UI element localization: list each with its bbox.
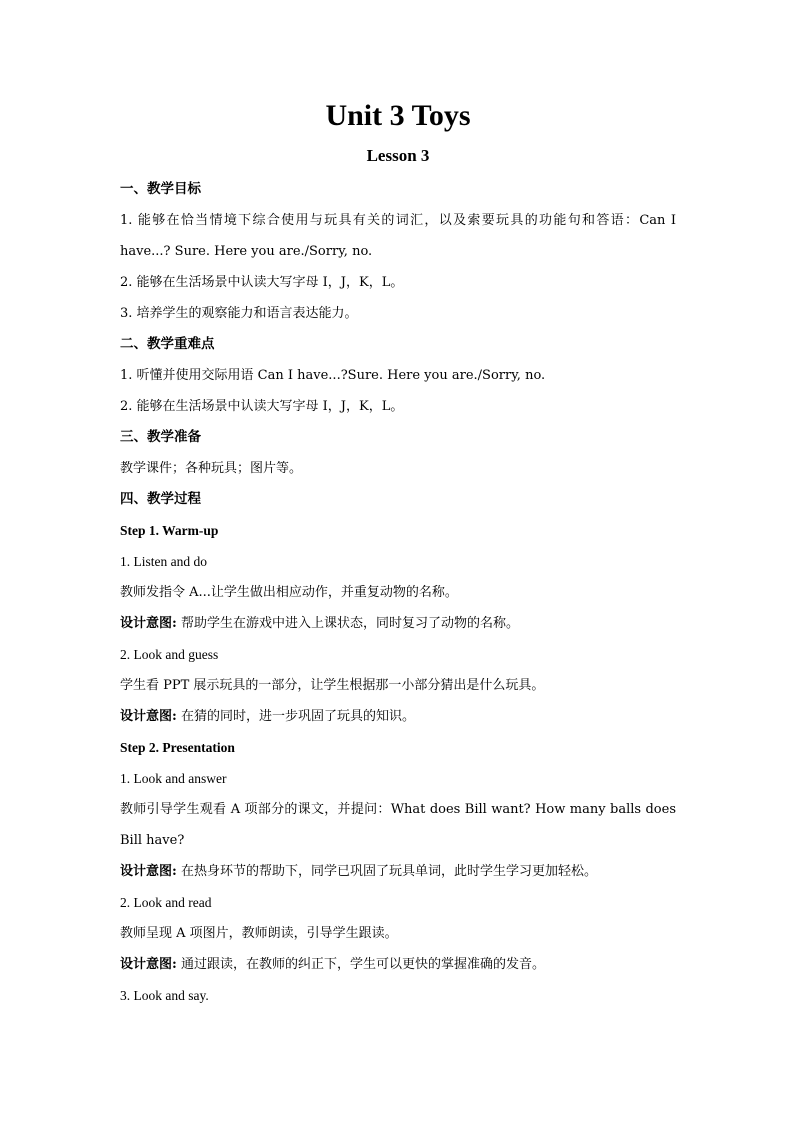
section-heading-process: 四、教学过程: [120, 491, 201, 507]
step2-activity-3-title: 3. Look and say.: [120, 988, 209, 1003]
step1-activity-2-title: 2. Look and guess: [120, 647, 219, 662]
design-intent-label: 设计意图:: [120, 957, 177, 972]
objective-item-2: 2. 能够在生活场景中认读大写字母 I，J，K，L。: [120, 275, 404, 290]
step1-activity-2-intent: [120, 701, 676, 732]
step1-activity-2-text: 学生看 PPT 展示玩具的一部分，让学生根据那一小部分猜出是什么玩具。: [120, 678, 545, 693]
objective-item-1: 1. 能够在恰当情境下综合使用与玩具有关的词汇，以及索要玩具的功能句和答语：Can I have...? Sure. Here you are./Sorry, no.: [120, 213, 676, 259]
section-heading-preparation: 三、教学准备: [120, 429, 201, 445]
document-title: Unit 3 Toys: [325, 99, 471, 132]
design-intent-label: 设计意图:: [120, 709, 177, 724]
step1-title: Step 1. Warm-up: [120, 523, 219, 538]
step2-activity-1-title: 1. Look and answer: [120, 771, 227, 786]
section-heading-key-points: 二、教学重难点: [120, 336, 215, 352]
design-intent-text: 在猜的同时，进一步巩固了玩具的知识。: [176, 709, 415, 724]
key-point-item-1: 1. 听懂并使用交际用语 Can I have...?Sure. Here you are./Sorry, no.: [120, 368, 546, 383]
design-intent-label: 设计意图:: [120, 616, 177, 631]
step2-activity-2-intent: [120, 949, 676, 980]
objective-item-3: 3. 培养学生的观察能力和语言表达能力。: [120, 306, 358, 321]
document-subtitle: Lesson 3: [366, 146, 430, 165]
key-point-item-2: 2. 能够在生活场景中认读大写字母 I，J，K，L。: [120, 399, 404, 414]
document-page: [120, 96, 676, 1011]
step2-activity-2-title: 2. Look and read: [120, 895, 212, 910]
step2-activity-1-text: 教师引导学生观看 A 项部分的课文，并提问：What does Bill want? How many balls does Bill have?: [120, 802, 676, 848]
step2-activity-2-text: 教师呈现 A 项图片，教师朗读，引导学生跟读。: [120, 926, 398, 941]
step1-activity-1-text: 教师发指令 A...让学生做出相应动作，并重复动物的名称。: [120, 585, 458, 600]
preparation-text: 教学课件；各种玩具；图片等。: [120, 461, 303, 476]
design-intent-text: 通过跟读，在教师的纠正下，学生可以更快的掌握准确的发音。: [176, 957, 545, 972]
section-heading-objectives: 一、教学目标: [120, 181, 201, 197]
design-intent-text: 帮助学生在游戏中进入上课状态，同时复习了动物的名称。: [176, 616, 519, 631]
design-intent-label: 设计意图:: [120, 864, 177, 879]
design-intent-text: 在热身环节的帮助下，同学已巩固了玩具单词，此时学生学习更加轻松。: [176, 864, 597, 879]
step2-activity-1-intent: [120, 856, 676, 887]
step1-activity-1-intent: [120, 608, 676, 639]
step1-activity-1-title: 1. Listen and do: [120, 554, 207, 569]
step2-title: Step 2. Presentation: [120, 740, 235, 755]
